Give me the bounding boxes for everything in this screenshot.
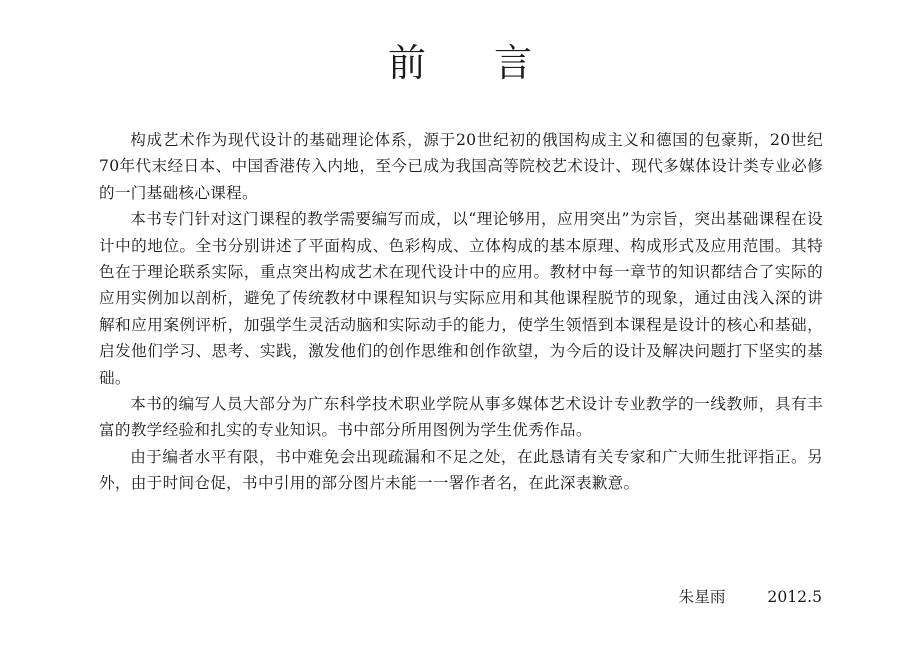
paragraph-3: 本书的编写人员大部分为广东科学技术职业学院从事多媒体艺术设计专业教学的一线教师，具有丰富的教学经验和扎实的专业知识。书中部分所用图例为学生优秀作品。 [99,395,823,440]
paragraph-4: 由于编者水平有限，书中难免会出现疏漏和不足之处，在此恳请有关专家和广大师生批评指正。另外，由于时间仓促，书中引用的部分图片未能一一署作者名，在此深表歉意。 [99,447,823,493]
signature-block [679,584,822,610]
paragraph-1: 构成艺术作为现代设计的基础理论体系，源于20世纪初的俄国构成主义和德国的包豪斯，20世纪70年代末经日本、中国香港传入内地，至今已成为我国高等院校艺术设计、现代多媒体设计类专业必修的一门基础核心课程。 [99,131,823,202]
paragraph-2: 本书专门针对这门课程的教学需要编写而成，以“理论够用，应用突出”为宗旨，突出基础课程在设计中的地位。全书分别讲述了平面构成、色彩构成、立体构成的基本原理、构成形式及应用范围。其特色在于理论联系实际，重点突出构成艺术在现代设计中的应用。教材中每一章节的知识都结合了实际的应用实例加以剖析，避免了传统教材中课程知识与实际应用和其他课程脱节的现象，通过由浅入深的讲解和应用案例评析，加强学生灵活动脑和实际动手的能力，使学生领悟到本课程是设计的核心和基础，启发他们学习、思考、实践，激发他们的创作思维和创作欲望，为今后的设计及解决问题打下坚实的基础。 [99,210,823,387]
preface-body [99,127,823,497]
signature-date: 2012.5 [767,588,822,606]
page-title: 前 言 [387,41,561,85]
author-name: 朱星雨 [678,588,726,606]
